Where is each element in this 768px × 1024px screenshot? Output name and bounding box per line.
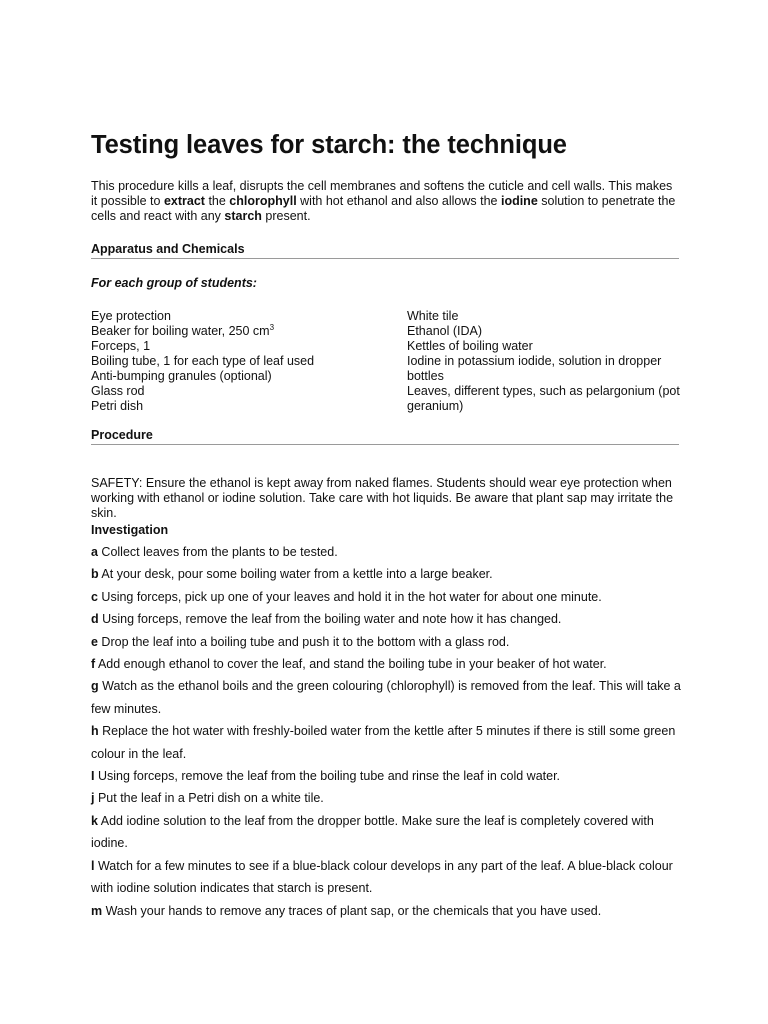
step-letter: g: [91, 679, 99, 694]
intro-keyword: chlorophyll: [229, 193, 297, 208]
step-letter: I: [91, 769, 95, 784]
step-letter: b: [91, 567, 99, 582]
investigation-heading: Investigation: [91, 523, 169, 537]
apparatus-item: White tile: [407, 309, 459, 323]
apparatus-item: Forceps, 1: [91, 339, 151, 353]
apparatus-item: Petri dish: [91, 399, 144, 413]
apparatus-item: Glass rod: [91, 384, 145, 398]
step-text: Add iodine solution to the leaf from the dropper bottle. Make sure the leaf is completely covered with iodine.: [91, 813, 654, 851]
intro-keyword: iodine: [500, 193, 538, 208]
group-heading: For each group of students:: [91, 276, 257, 290]
intro-keyword: extract: [163, 193, 205, 208]
step-item: [91, 900, 681, 922]
step-text: Drop the leaf into a boiling tube and push it to the bottom with a glass rod.: [97, 634, 510, 649]
step-letter: h: [91, 724, 99, 739]
apparatus-item: Beaker for boiling water, 250 $cm^3$: [91, 322, 275, 338]
apparatus-heading: Apparatus and Chemicals: [91, 242, 679, 259]
step-item: [91, 810, 681, 855]
step-text: Using forceps, remove the leaf from the boiling water and note how it has changed.: [98, 612, 562, 627]
step-letter: m: [91, 903, 103, 918]
step-item: [91, 631, 681, 653]
step-letter: l: [91, 858, 95, 873]
step-text: Collect leaves from the plants to be tested.: [97, 545, 338, 559]
step-item: [91, 787, 681, 809]
step-text: Add enough ethanol to cover the leaf, and stand the boiling tube in your beaker of hot water.: [95, 657, 607, 672]
apparatus-item: Leaves, different types, such as pelargonium (pot geranium): [407, 384, 680, 413]
step-text: Using forceps, pick up one of your leaves and hold it in the hot water for about one minute.: [97, 589, 602, 604]
intro-keyword: starch: [224, 208, 262, 223]
safety-note: SAFETY: Ensure the ethanol is kept away from naked flames. Students should wear eye protection when working with ethanol or iodine solution. Take care with hot liquids. Be aware that plant sap may irritate the skin.: [91, 476, 674, 520]
step-text: At your desk, pour some boiling water from a kettle into a large beaker.: [98, 567, 493, 582]
apparatus-list-left: [91, 309, 391, 414]
apparatus-item: Iodine in potassium iodide, solution in dropper bottles: [407, 354, 662, 383]
apparatus-item: Ethanol (IDA): [407, 324, 483, 338]
step-item: [91, 720, 681, 765]
step-item: [91, 608, 681, 630]
intro-text: This procedure kills a leaf, disrupts the cell membranes and softens the cuticle and cell walls. This makes it possible to: [91, 179, 673, 208]
step-text: Watch for a few minutes to see if a blue-black colour develops in any part of the leaf. A blue-black colour with iodine solution indicates that starch is present.: [91, 858, 673, 896]
procedure-heading: Procedure: [91, 428, 679, 445]
step-text: Watch as the ethanol boils and the green colouring (chlorophyll) is removed from the leaf. This will take a few minutes.: [91, 679, 681, 716]
step-item: [91, 675, 681, 720]
intro-text: present.: [261, 208, 311, 223]
step-letter: a: [91, 545, 98, 559]
apparatus-item: Kettles of boiling water: [407, 339, 533, 353]
step-item: [91, 855, 681, 900]
apparatus-item: Eye protection: [91, 309, 171, 323]
intro-text: solution to penetrate the cells and react with any: [91, 193, 676, 223]
step-letter: c: [91, 589, 98, 604]
step-letter: d: [91, 612, 99, 627]
step-item: [91, 563, 681, 585]
step-item: [91, 541, 681, 563]
intro-paragraph: [91, 179, 681, 223]
step-text: Wash your hands to remove any traces of plant sap, or the chemicals that you have used.: [102, 903, 602, 918]
step-letter: k: [91, 813, 98, 828]
step-text: Using forceps, remove the leaf from the boiling tube and rinse the leaf in cold water.: [94, 769, 561, 784]
page-title: Testing leaves for starch: the technique: [91, 131, 567, 159]
step-letter: f: [91, 657, 96, 672]
intro-text: the: [204, 193, 230, 208]
investigation-steps: [91, 541, 681, 922]
unit-superscript: 3: [269, 322, 275, 332]
step-item: [91, 765, 681, 787]
intro-text: with hot ethanol and also allows the: [296, 193, 501, 208]
step-letter: j: [91, 791, 95, 806]
step-item: [91, 586, 681, 608]
step-text: Replace the hot water with freshly-boiled water from the kettle after 5 minutes if there is still some green colour in the leaf.: [91, 724, 676, 761]
step-item: [91, 653, 681, 675]
step-text: Put the leaf in a Petri dish on a white tile.: [94, 791, 324, 806]
apparatus-item: Boiling tube, 1 for each type of leaf used: [91, 354, 315, 368]
step-letter: e: [91, 634, 98, 649]
apparatus-item: Anti-bumping granules (optional): [91, 369, 272, 383]
apparatus-list-right: [407, 309, 683, 414]
